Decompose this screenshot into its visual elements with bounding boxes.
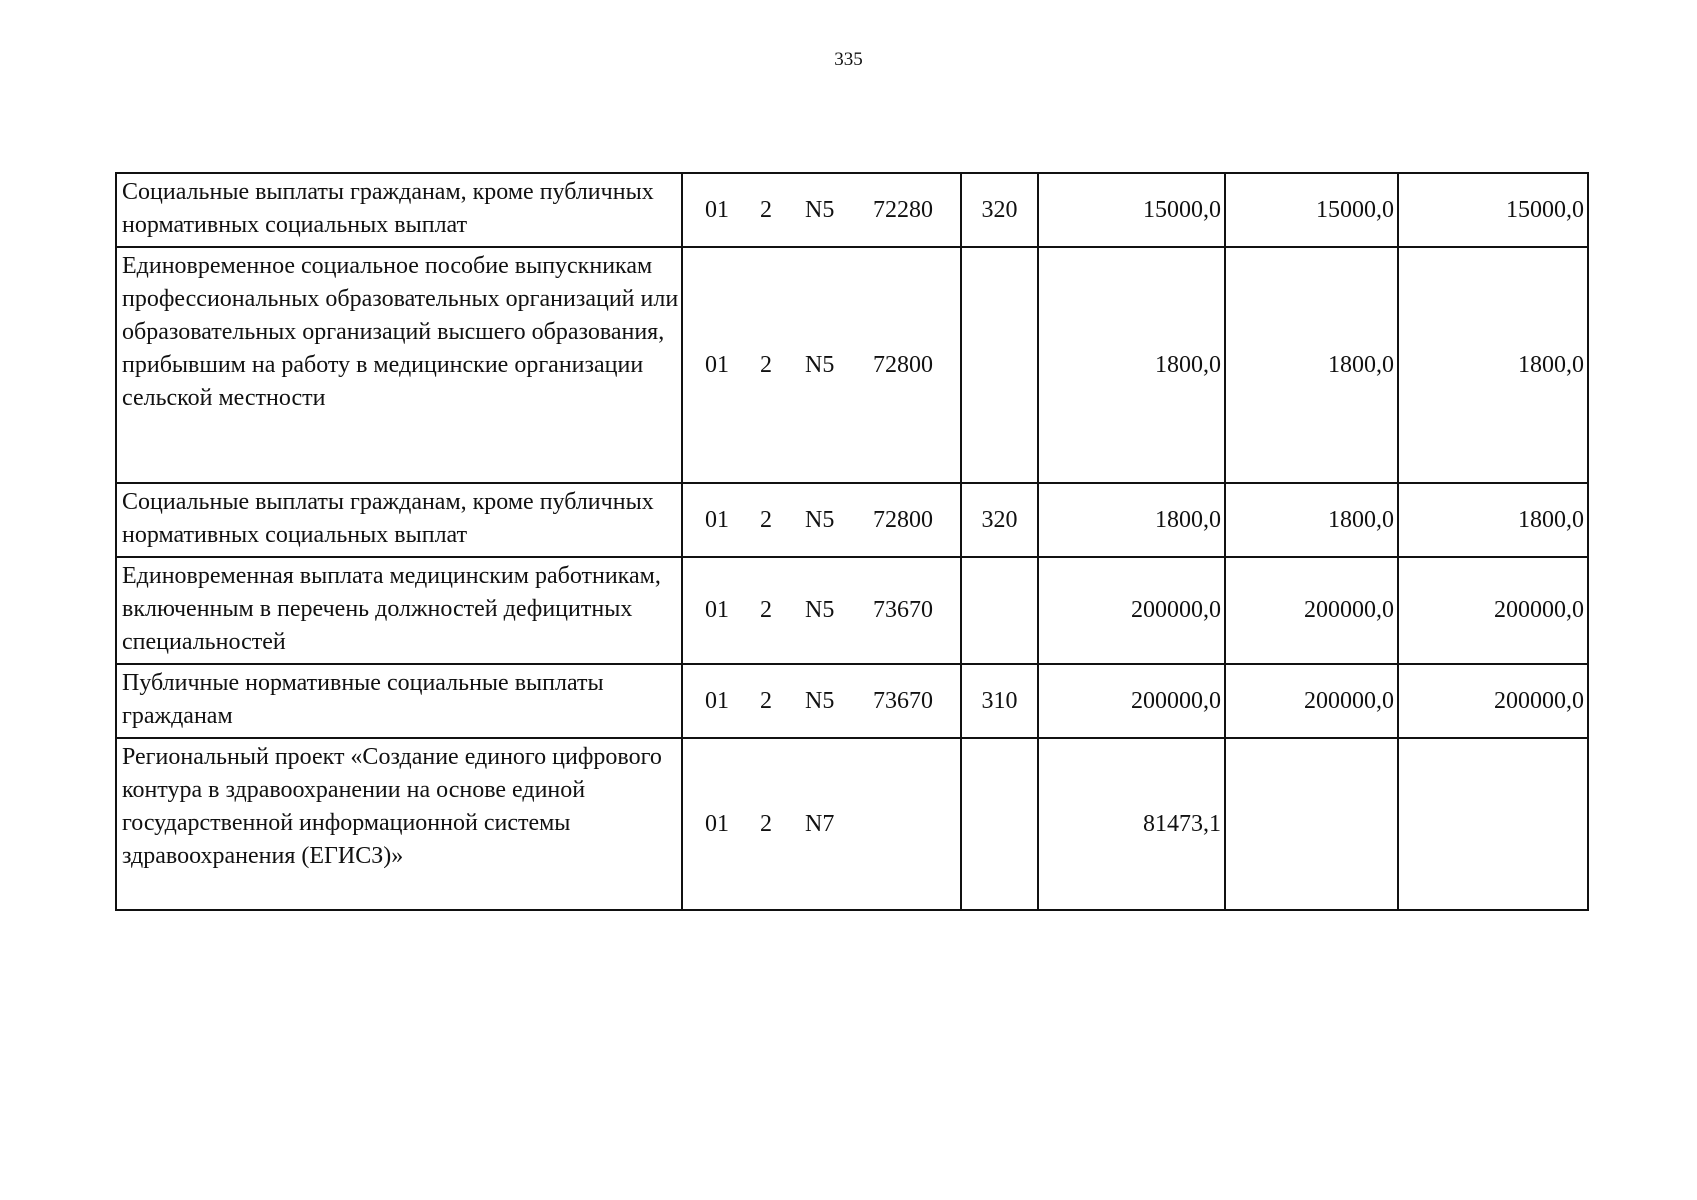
budget-table xyxy=(115,172,1589,911)
subprogram-code: N5 xyxy=(805,351,835,378)
row-codes xyxy=(682,173,961,247)
row-codes xyxy=(682,664,961,738)
subprogram-code: N5 xyxy=(805,196,835,223)
subprogram-code: N5 xyxy=(805,506,835,533)
section-code: 01 xyxy=(705,351,729,378)
amount-year-2: 200000,0 xyxy=(1225,664,1398,738)
direction-code: 73670 xyxy=(873,687,933,714)
amount-year-1: 200000,0 xyxy=(1038,664,1225,738)
amount-year-2: 1800,0 xyxy=(1225,483,1398,557)
amount-year-3: 15000,0 xyxy=(1398,173,1588,247)
amount-year-3: 1800,0 xyxy=(1398,483,1588,557)
row-name: Единовременное социальное пособие выпускникам профессиональных образовательных организаций или образовательных организаций высшего образования, прибывшим на работу в медицинские организации сельской местности xyxy=(116,247,682,483)
direction-code: 72800 xyxy=(873,506,933,533)
program-code: 2 xyxy=(760,810,772,837)
amount-year-2: 200000,0 xyxy=(1225,557,1398,664)
amount-year-1: 1800,0 xyxy=(1038,247,1225,483)
table-row xyxy=(116,664,1588,738)
program-code: 2 xyxy=(760,597,772,623)
subprogram-code: N7 xyxy=(805,810,835,837)
page-number: 335 xyxy=(834,49,863,70)
section-code: 01 xyxy=(705,687,729,714)
expense-type-code: 310 xyxy=(961,664,1038,738)
table-row xyxy=(116,483,1588,557)
amount-year-3: 200000,0 xyxy=(1398,664,1588,738)
section-code: 01 xyxy=(705,597,729,623)
row-codes xyxy=(682,557,961,664)
section-code: 01 xyxy=(705,506,729,533)
amount-year-3 xyxy=(1398,738,1588,910)
row-codes xyxy=(682,247,961,483)
amount-year-2: 1800,0 xyxy=(1225,247,1398,483)
table-row xyxy=(116,738,1588,910)
program-code: 2 xyxy=(760,351,772,378)
amount-year-1: 1800,0 xyxy=(1038,483,1225,557)
program-code: 2 xyxy=(760,196,772,223)
row-name: Социальные выплаты гражданам, кроме публичных нормативных социальных выплат xyxy=(116,483,682,557)
expense-type-code: 320 xyxy=(961,173,1038,247)
amount-year-1: 15000,0 xyxy=(1038,173,1225,247)
expense-type-code xyxy=(961,247,1038,483)
table-row xyxy=(116,173,1588,247)
amount-year-3: 1800,0 xyxy=(1398,247,1588,483)
row-name: Публичные нормативные социальные выплаты гражданам xyxy=(116,664,682,738)
row-name: Региональный проект «Создание единого цифрового контура в здравоохранении на основе единой государственной информационной системы здравоохранения (ЕГИСЗ)» xyxy=(116,738,682,910)
amount-year-1: 200000,0 xyxy=(1038,557,1225,664)
expense-type-code xyxy=(961,557,1038,664)
row-codes xyxy=(682,483,961,557)
table-row xyxy=(116,247,1588,483)
amount-year-2 xyxy=(1225,738,1398,910)
direction-code: 72280 xyxy=(873,196,933,223)
program-code: 2 xyxy=(760,687,772,714)
subprogram-code: N5 xyxy=(805,687,835,714)
row-codes xyxy=(682,738,961,910)
amount-year-2: 15000,0 xyxy=(1225,173,1398,247)
expense-type-code xyxy=(961,738,1038,910)
row-name: Единовременная выплата медицинским работникам, включенным в перечень должностей дефицитных специальностей xyxy=(116,557,682,664)
expense-type-code: 320 xyxy=(961,483,1038,557)
subprogram-code: N5 xyxy=(805,597,835,623)
direction-code: 73670 xyxy=(873,597,933,623)
section-code: 01 xyxy=(705,196,729,223)
program-code: 2 xyxy=(760,506,772,533)
row-name: Социальные выплаты гражданам, кроме публичных нормативных социальных выплат xyxy=(116,173,682,247)
amount-year-1: 81473,1 xyxy=(1038,738,1225,910)
direction-code: 72800 xyxy=(873,351,933,378)
amount-year-3: 200000,0 xyxy=(1398,557,1588,664)
section-code: 01 xyxy=(705,810,729,837)
table-row xyxy=(116,557,1588,664)
